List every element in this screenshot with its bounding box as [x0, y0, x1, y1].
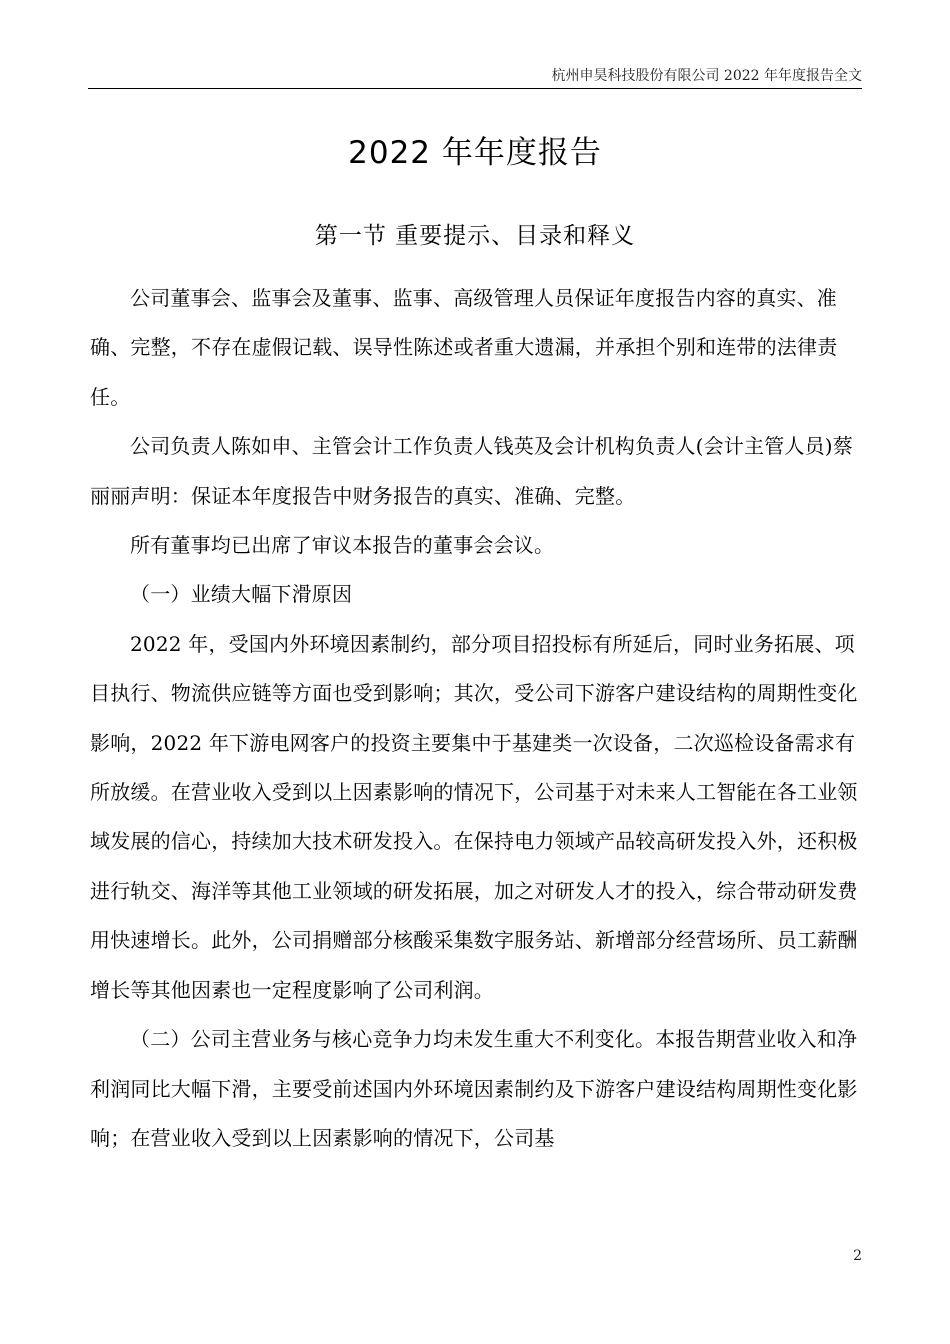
running-header: 杭州申昊科技股份有限公司 2022 年年度报告全文 — [551, 68, 862, 84]
document-title: 2022 年年度报告 — [348, 134, 602, 171]
page-number: 2 — [853, 1248, 862, 1264]
header-rule — [88, 88, 862, 89]
paragraph-board-attendance: 所有董事均已出席了审议本报告的董事会会议。 — [130, 533, 555, 558]
paragraph-responsibility-statement: 公司董事会、监事会及董事、监事、高级管理人员保证年度报告内容的真实、准确、完整，不存在虚假记载、误导性陈述或者重大遗漏，并承担个别和连带的法律责任。 — [90, 286, 838, 409]
paragraph-decline-reasons: 2022 年，受国内外环境因素制约，部分项目招投标有所延后，同时业务拓展、项目执行、物流供应链等方面也受到影响；其次，受公司下游客户建设结构的周期性变化影响，2022 年下游电网客户的投资主要集中于基建类一次设备，二次巡检设备需求有所放缓。在营业收入受到以上因素影响的情况下，公司基于对未来人工智能在各工业领域发展的信心，持续加大技术研发投入。在保持电力领域产品较高研发投入外，还积极进行轨交、海洋等其他工业领域的研发拓展，加之对研发人才的投入，综合带动研发费用快速增长。此外，公司捐赠部分核酸采集数字服务站、新增部分经营场所、员工薪酬增长等其他因素也一定程度影响了公司利润。 — [90, 631, 858, 1002]
paragraph-officer-declaration: 公司负责人陈如申、主管会计工作负责人钱英及会计机构负责人(会计主管人员)蔡丽丽声明：保证本年度报告中财务报告的真实、准确、完整。 — [90, 434, 854, 508]
body-text — [90, 274, 860, 1163]
paragraph-core-business: （二）公司主营业务与核心竞争力均未发生重大不利变化。本报告期营业收入和净利润同比大幅下滑，主要受前述国内外环境因素制约及下游客户建设结构周期性变化影响；在营业收入受到以上因素影响的情况下，公司基 — [90, 1027, 858, 1150]
section-heading: 第一节 重要提示、目录和释义 — [314, 223, 636, 250]
subheading-performance-decline: （一）业绩大幅下滑原因 — [130, 582, 353, 607]
